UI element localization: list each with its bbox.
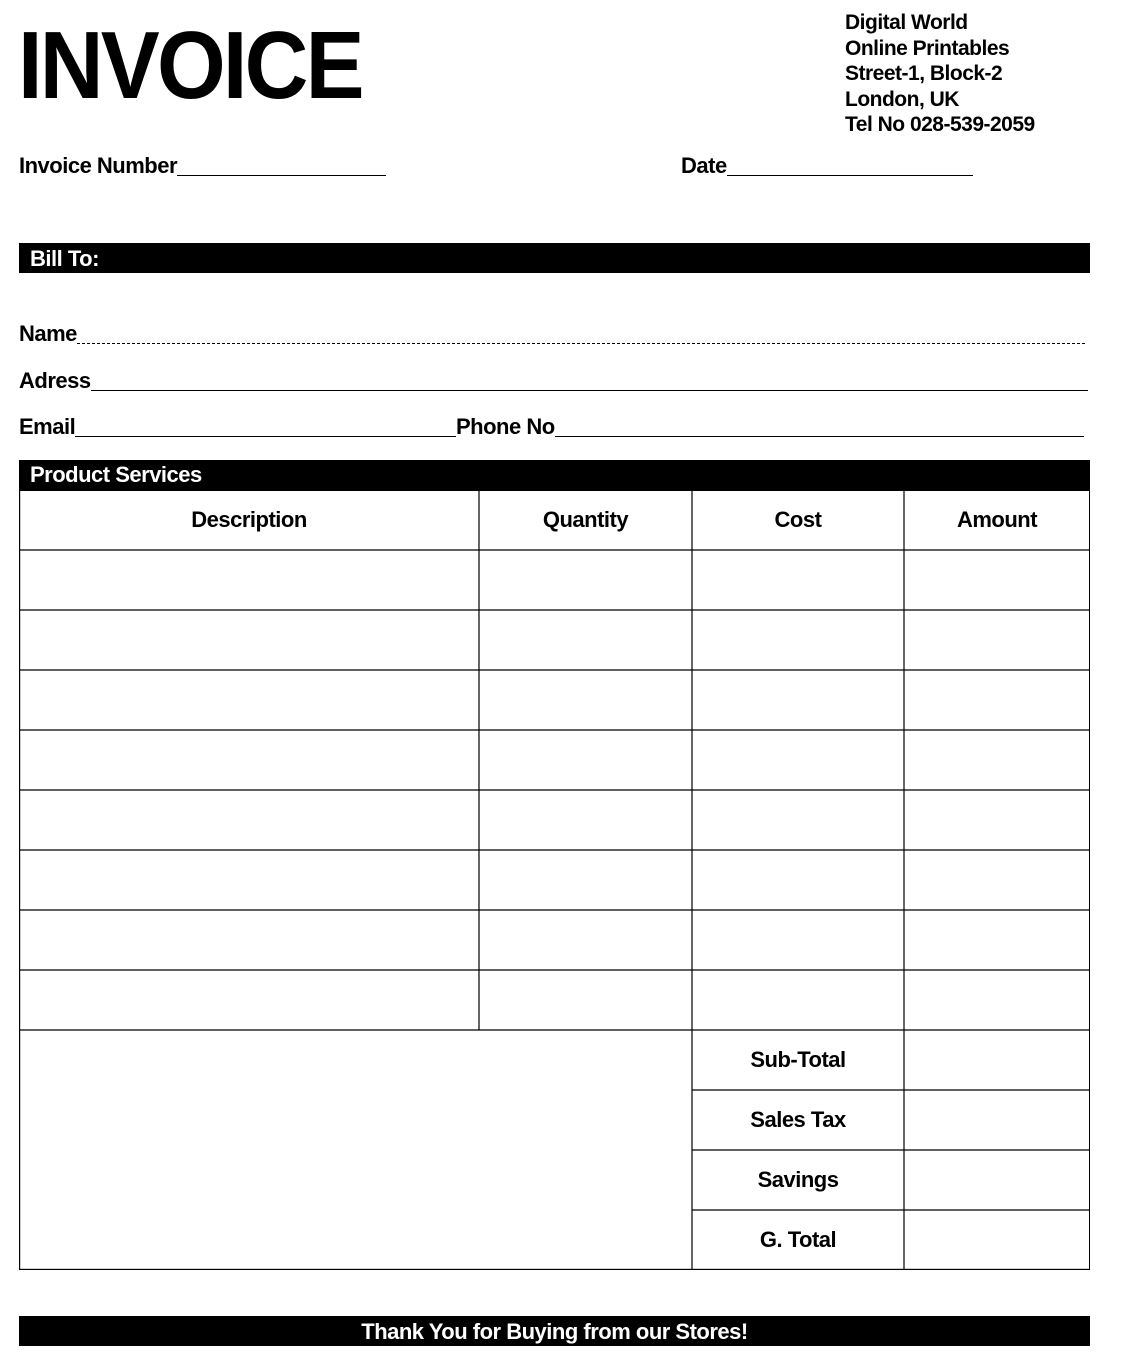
date-row (681, 155, 973, 177)
row-8-quantity[interactable] (479, 970, 692, 1030)
email-field[interactable] (75, 435, 456, 437)
row-8-description[interactable] (19, 970, 479, 1030)
column-header-cost: Cost (774, 507, 822, 532)
notes-area[interactable] (19, 1030, 692, 1270)
invoice-number-label: Invoice Number (19, 153, 178, 178)
invoice-number-field[interactable] (177, 174, 386, 176)
company-city: London, UK (845, 87, 959, 111)
row-6-quantity[interactable] (479, 850, 692, 910)
row-5-cost[interactable] (692, 790, 904, 850)
email-label: Email (19, 414, 76, 439)
name-field[interactable] (77, 342, 1085, 344)
row-1-quantity[interactable] (479, 550, 692, 610)
row-1-description[interactable] (19, 550, 479, 610)
row-2-cost[interactable] (692, 610, 904, 670)
row-2-description[interactable] (19, 610, 479, 670)
address-label: Adress (19, 368, 91, 393)
phone-row (456, 416, 1084, 438)
column-header-amount: Amount (956, 507, 1038, 532)
column-header-description: Description (191, 507, 307, 532)
row-6-description[interactable] (19, 850, 479, 910)
date-field[interactable] (727, 174, 973, 176)
row-4-description[interactable] (19, 730, 479, 790)
row-3-description[interactable] (19, 670, 479, 730)
bill-to-heading: Bill To: (19, 243, 1090, 273)
date-label: Date (681, 153, 727, 178)
row-5-quantity[interactable] (479, 790, 692, 850)
thank-you-footer: Thank You for Buying from our Stores! (19, 1316, 1090, 1346)
row-4-cost[interactable] (692, 730, 904, 790)
sales-tax-value[interactable] (904, 1090, 1090, 1150)
subtotal-label: Sub-Total (750, 1047, 846, 1072)
savings-value[interactable] (904, 1150, 1090, 1210)
phone-label: Phone No (456, 414, 555, 439)
sales-tax-label: Sales Tax (750, 1107, 846, 1132)
row-2-quantity[interactable] (479, 610, 692, 670)
row-7-cost[interactable] (692, 910, 904, 970)
row-4-quantity[interactable] (479, 730, 692, 790)
company-tagline: Online Printables (845, 36, 1010, 60)
savings-label: Savings (757, 1167, 839, 1192)
row-3-cost[interactable] (692, 670, 904, 730)
row-6-amount[interactable] (904, 850, 1090, 910)
name-row (19, 323, 1085, 345)
column-header-quantity: Quantity (542, 507, 629, 532)
row-1-amount[interactable] (904, 550, 1090, 610)
row-5-amount[interactable] (904, 790, 1090, 850)
row-1-cost[interactable] (692, 550, 904, 610)
grand-total-label: G. Total (759, 1227, 837, 1252)
row-7-quantity[interactable] (479, 910, 692, 970)
invoice-title: INVOICE (18, 12, 362, 119)
invoice-number-row (19, 155, 386, 177)
name-label: Name (19, 321, 77, 346)
row-6-cost[interactable] (692, 850, 904, 910)
grand-total-value[interactable] (904, 1210, 1090, 1270)
company-info (845, 10, 1035, 138)
address-row (19, 370, 1088, 392)
row-2-amount[interactable] (904, 610, 1090, 670)
company-name: Digital World (845, 11, 968, 34)
product-services-heading: Product Services (19, 460, 1090, 491)
row-3-quantity[interactable] (479, 670, 692, 730)
company-phone: Tel No 028-539-2059 (845, 113, 1035, 136)
company-street: Street-1, Block-2 (845, 62, 1003, 85)
row-7-amount[interactable] (904, 910, 1090, 970)
product-table (19, 490, 1090, 1270)
row-4-amount[interactable] (904, 730, 1090, 790)
row-7-description[interactable] (19, 910, 479, 970)
row-8-amount[interactable] (904, 970, 1090, 1030)
subtotal-value[interactable] (904, 1030, 1090, 1090)
row-3-amount[interactable] (904, 670, 1090, 730)
email-row (19, 416, 456, 438)
address-field[interactable] (91, 389, 1088, 391)
row-8-cost[interactable] (692, 970, 904, 1030)
phone-field[interactable] (555, 435, 1084, 437)
row-5-description[interactable] (19, 790, 479, 850)
